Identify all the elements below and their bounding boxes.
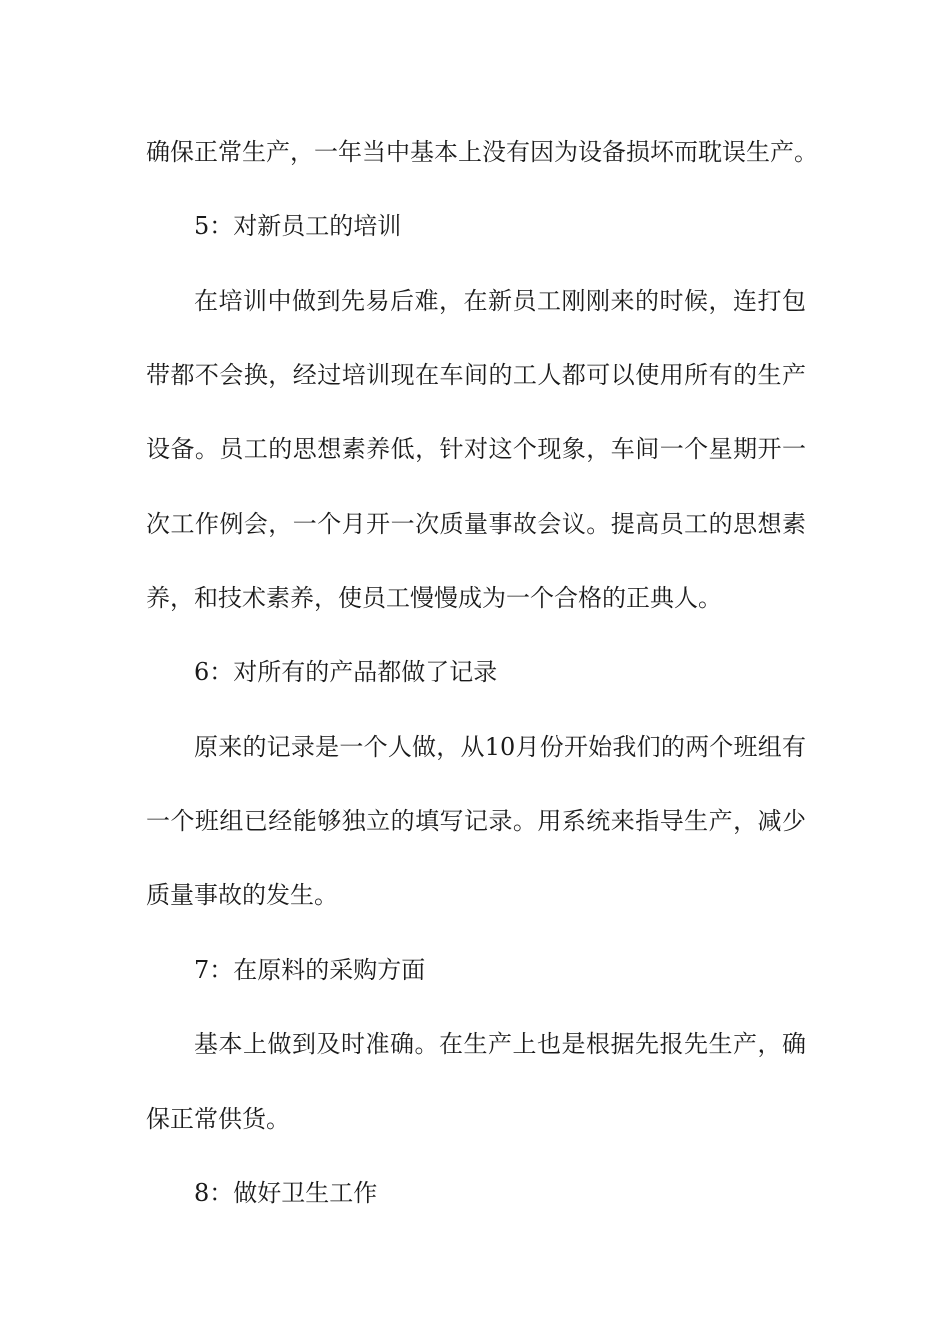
paragraph-line: 保正常供货。 [146,1105,290,1133]
paragraph-line: 一个班组已经能够独立的填写记录。用系统来指导生产，减少 [146,807,806,835]
section-heading-8: 8：做好卫生工作 [194,1179,378,1207]
section-heading-6: 6：对所有的产品都做了记录 [194,658,498,686]
paragraph-line: 带都不会换，经过培训现在车间的工人都可以使用所有的生产 [146,361,806,389]
paragraph-line: 在培训中做到先易后难，在新员工刚刚来的时候，连打包 [194,287,806,315]
paragraph-line: 质量事故的发生。 [146,881,338,909]
section-heading-5: 5：对新员工的培训 [194,212,402,240]
paragraph-line: 设备。员工的思想素养低，针对这个现象，车间一个星期开一 [146,435,806,463]
paragraph-line: 确保正常生产，一年当中基本上没有因为设备损坏而耽误生产。 [146,138,818,166]
paragraph-line: 基本上做到及时准确。在生产上也是根据先报先生产，确 [194,1030,806,1058]
paragraph-line: 原来的记录是一个人做，从10月份开始我们的两个班组有 [194,733,806,761]
section-heading-7: 7：在原料的采购方面 [194,956,426,984]
paragraph-line: 养，和技术素养，使员工慢慢成为一个合格的正典人。 [146,584,722,612]
paragraph-line: 次工作例会，一个月开一次质量事故会议。提高员工的思想素 [146,510,806,538]
